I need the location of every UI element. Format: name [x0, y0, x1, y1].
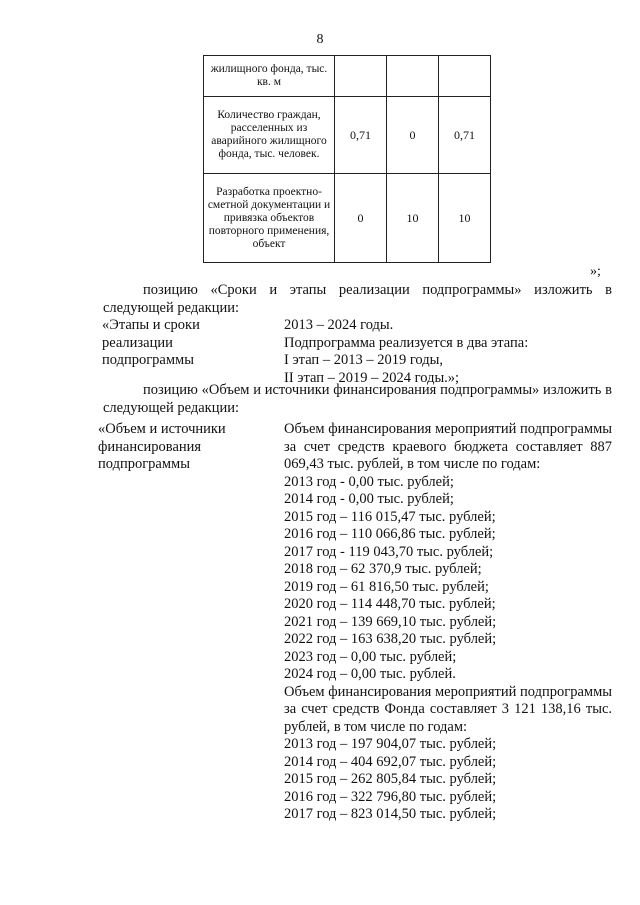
terms-label-line: подпрограммы: [102, 352, 194, 368]
funding-label-line: подпрограммы: [98, 456, 190, 472]
year-amount: 2013 год – 197 904,07 тыс. рублей;: [284, 736, 497, 752]
year-amount: 2014 год – 404 692,07 тыс. рублей;: [284, 753, 497, 770]
terms-value: [284, 317, 612, 387]
fund-intro: Объем финансирования мероприятий подпрограммы за счет средств Фонда составляет 3 121 138,16 тыс. рублей, в том числе по годам:: [284, 683, 612, 735]
page-number: 8: [316, 32, 324, 47]
year-amount: 2018 год – 62 370,9 тыс. рублей;: [284, 561, 482, 577]
paragraph-terms-text: позицию «Сроки и этапы реализации подпрограммы» изложить в следующей редакции:: [103, 282, 612, 316]
table-cell: [439, 56, 491, 97]
table-cell: 0: [387, 97, 439, 174]
year-amount: 2017 год – 823 014,50 тыс. рублей;: [284, 806, 497, 822]
funding-value: [284, 421, 612, 824]
table-row: [204, 56, 491, 97]
terms-value-line: II этап – 2019 – 2024 годы.»;: [284, 369, 460, 386]
table-row: [204, 174, 491, 263]
row-label: Количество граждан, расселенных из аварийного жилищного фонда, тыс. человек.: [204, 97, 335, 174]
table-cell: 10: [439, 174, 491, 263]
funding-label: [98, 421, 226, 474]
terms-label: [102, 317, 200, 370]
terms-value-line: Подпрограмма реализуется в два этапа:: [284, 334, 529, 351]
terms-value-line: I этап – 2013 – 2019 годы,: [284, 352, 443, 368]
year-amount: 2020 год – 114 448,70 тыс. рублей;: [284, 596, 496, 612]
paragraph-funding: [103, 382, 612, 417]
year-amount: 2015 год – 116 015,47 тыс. рублей;: [284, 508, 496, 525]
year-amount: 2016 год – 322 796,80 тыс. рублей;: [284, 788, 497, 805]
terms-label-line: «Этапы и сроки: [102, 317, 200, 333]
year-amount: 2022 год – 163 638,20 тыс. рублей;: [284, 631, 497, 647]
row-label: жилищного фонда, тыс. кв. м: [204, 56, 335, 97]
table-cell: [335, 56, 387, 97]
table-closing-quote: »;: [590, 264, 601, 279]
year-amount: 2013 год - 0,00 тыс. рублей;: [284, 473, 454, 490]
row-label: Разработка проектно-сметной документации и привязка объектов повторного применения, объект: [204, 174, 335, 263]
table-cell: 0: [335, 174, 387, 263]
year-amount: 2019 год – 61 816,50 тыс. рублей;: [284, 578, 489, 595]
funding-label-line: «Объем и источники: [98, 421, 226, 437]
table-cell: 0,71: [335, 97, 387, 174]
indicators-table: [203, 55, 491, 263]
terms-label-line: реализации: [102, 334, 173, 351]
year-amount: 2016 год – 110 066,86 тыс. рублей;: [284, 526, 496, 542]
table-cell: [387, 56, 439, 97]
year-amount: 2023 год – 0,00 тыс. рублей;: [284, 648, 457, 665]
table-row: [204, 97, 491, 174]
regional-budget-intro: Объем финансирования мероприятий подпрограммы за счет средств краевого бюджета составляет 887 069,43 тыс. рублей, в том числе по годам:: [284, 421, 612, 472]
paragraph-funding-text: позицию «Объем и источники финансирования подпрограммы» изложить в следующей редакции:: [103, 382, 612, 416]
table-cell: 10: [387, 174, 439, 263]
funding-label-line: финансирования: [98, 438, 202, 455]
year-amount: 2017 год - 119 043,70 тыс. рублей;: [284, 543, 494, 560]
year-amount: 2015 год – 262 805,84 тыс. рублей;: [284, 771, 497, 787]
terms-value-line: 2013 – 2024 годы.: [284, 317, 394, 333]
year-amount: 2014 год - 0,00 тыс. рублей;: [284, 491, 454, 507]
paragraph-terms: [103, 282, 612, 317]
year-amount: 2021 год – 139 669,10 тыс. рублей;: [284, 613, 497, 630]
table-cell: 0,71: [439, 97, 491, 174]
year-amount: 2024 год – 0,00 тыс. рублей.: [284, 666, 456, 682]
